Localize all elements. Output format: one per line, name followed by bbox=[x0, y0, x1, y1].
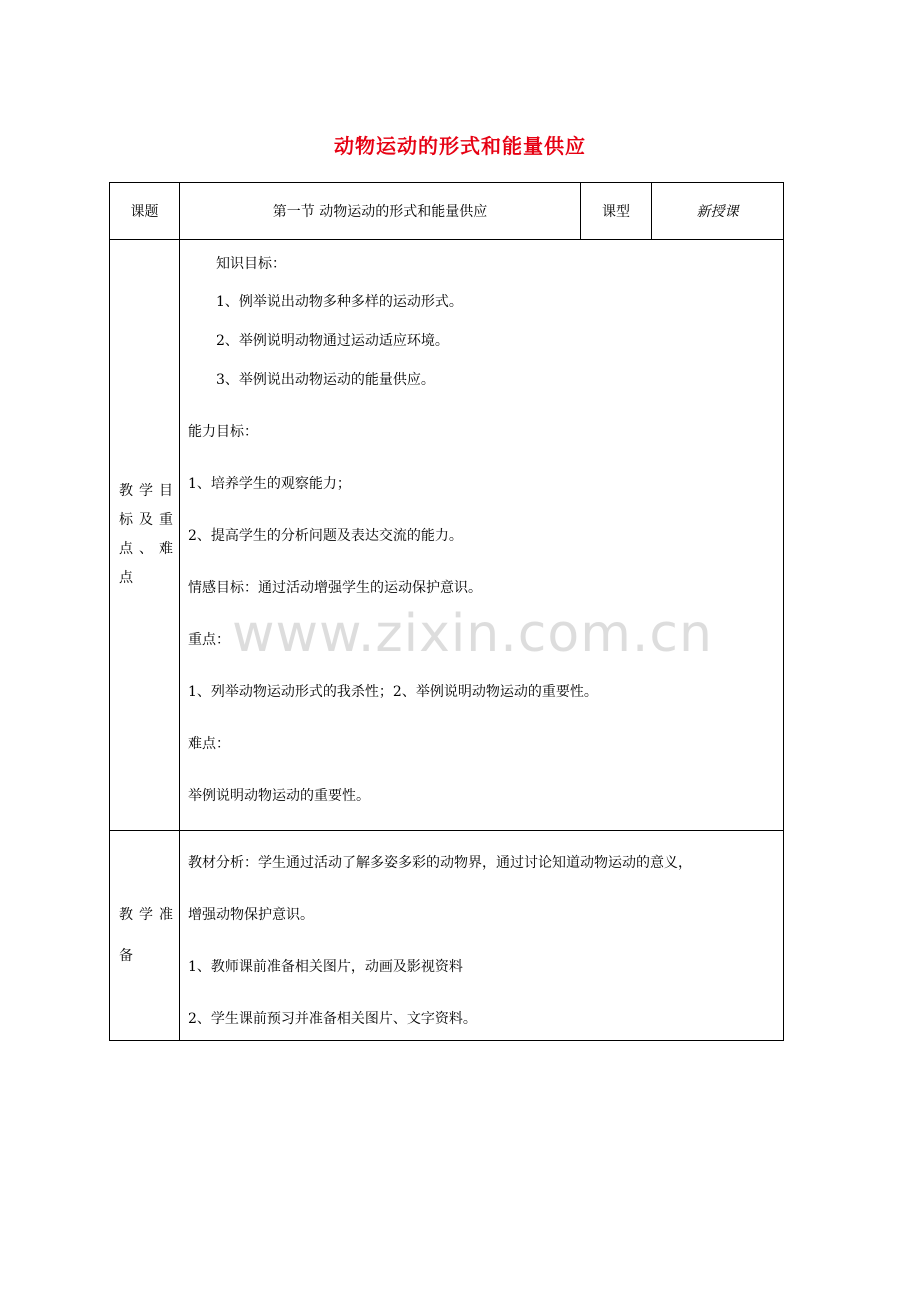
knowledge-item: 1、例举说出动物多种多样的运动形式。 bbox=[216, 294, 463, 310]
preparation-item: 1、教师课前准备相关图片，动画及影视资料 bbox=[188, 959, 463, 975]
analysis-line: 增强动物保护意识。 bbox=[188, 907, 314, 923]
knowledge-heading: 知识目标： bbox=[216, 256, 286, 272]
preparation-label bbox=[110, 831, 180, 1041]
objectives-label-line: 点、难 bbox=[119, 541, 179, 557]
knowledge-item: 3、举例说出动物运动的能量供应。 bbox=[216, 372, 435, 388]
difficulty-text: 举例说明动物运动的重要性。 bbox=[188, 788, 370, 804]
emotion-objective: 情感目标：通过活动增强学生的运动保护意识。 bbox=[188, 580, 482, 596]
knowledge-item: 2、举例说明动物通过运动适应环境。 bbox=[216, 333, 449, 349]
ability-heading: 能力目标： bbox=[188, 424, 258, 440]
lesson-plan-table bbox=[109, 182, 784, 1041]
objectives-label-line: 标及重 bbox=[119, 512, 179, 528]
type-label: 课型 bbox=[581, 183, 652, 240]
analysis-line: 教材分析：学生通过活动了解多姿多彩的动物界，通过讨论知道动物运动的意义， bbox=[188, 855, 692, 871]
preparation-label-line: 备 bbox=[119, 947, 139, 964]
objectives-label-line: 点 bbox=[119, 570, 139, 586]
key-heading: 重点： bbox=[188, 632, 230, 648]
objectives-label-line: 教学目 bbox=[119, 483, 179, 499]
key-text: 1、列举动物运动形式的我杀性；2、举例说明动物运动的重要性。 bbox=[188, 684, 598, 700]
preparation-row bbox=[110, 831, 784, 1041]
ability-item: 2、提高学生的分析问题及表达交流的能力。 bbox=[188, 528, 463, 544]
objectives-row bbox=[110, 240, 784, 831]
topic-row bbox=[110, 183, 784, 240]
preparation-label-line: 教学准 bbox=[119, 906, 179, 923]
ability-item: 1、培养学生的观察能力； bbox=[188, 476, 351, 492]
difficulty-heading: 难点： bbox=[188, 736, 230, 752]
type-value: 新授课 bbox=[652, 183, 784, 240]
watermark: www.zixin.com.cn bbox=[232, 604, 713, 664]
topic-value: 第一节 动物运动的形式和能量供应 bbox=[180, 183, 581, 240]
objectives-label bbox=[110, 240, 180, 831]
preparation-item: 2、学生课前预习并准备相关图片、文字资料。 bbox=[188, 1011, 477, 1027]
preparation-content bbox=[180, 831, 784, 1041]
topic-label: 课题 bbox=[110, 183, 180, 240]
document-title: 动物运动的形式和能量供应 bbox=[334, 134, 586, 158]
objectives-content bbox=[180, 240, 784, 831]
